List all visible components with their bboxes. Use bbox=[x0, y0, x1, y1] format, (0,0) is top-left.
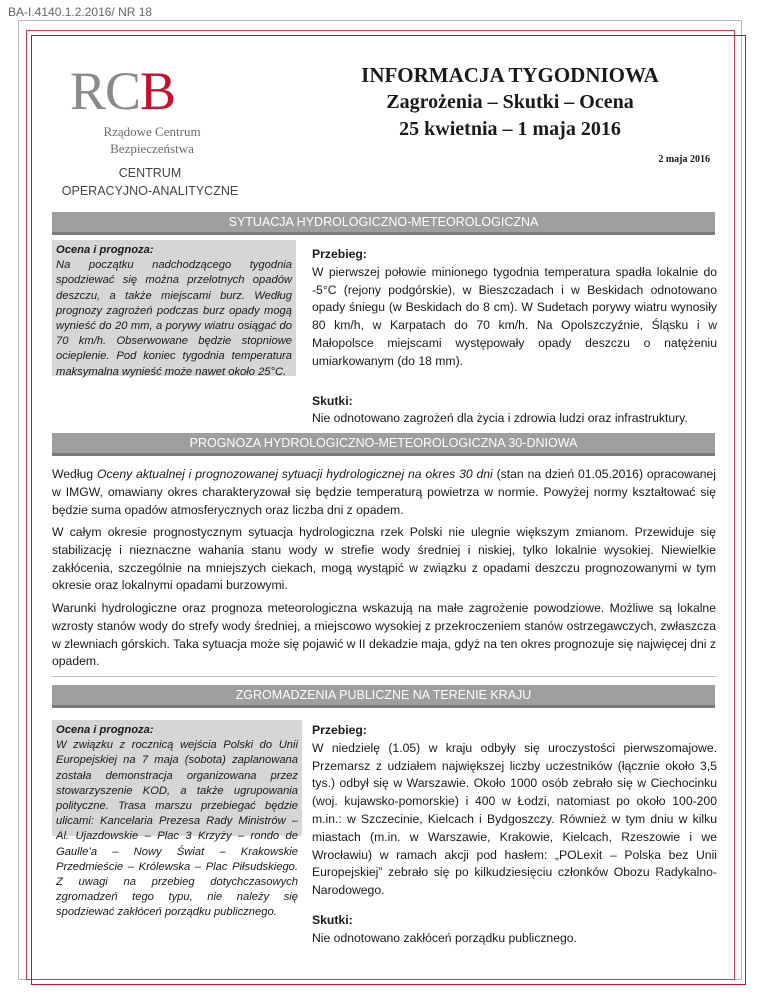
forecast-text: Na początku nadchodzącego tygodnia spodziewać się można przelotnych opadów deszczu, a także miejscami burz. Według prognozy zagrożeń podczas burz opady mogą wynieść do 20 mm, a porywy wiatru osiągać do 70 km/h. Obserwowane będzie stopniowe ocieplenie. Pod koniec tygodnia temperatura maksymalna wynieść może nawet około 25°C. bbox=[56, 259, 292, 378]
forecast-text: W związku z rocznicą wejścia Polski do Unii Europejskiej na 7 maja (sobota) zaplanowana została demonstracja organizowana przez stowarzyszenie KOD, a także ugrupowania polityczne. Trasa marszu przebiegać będzie ulicami: Kancelaria Prezesa Rady Ministrów – Al. Ujazdowskie – Plac 3 Krzyży – rondo de Gaulle’a – Nowy Świat – Krakowskie Przedmieście – Królewska – Plac Piłsudskiego. Z uwagi na przebieg dotychczasowych zgromadzeń tego typu, nie należy się spodziewać zakłóceń porządku publicznego. bbox=[56, 739, 298, 919]
course-column-hydro-meteo bbox=[312, 246, 717, 428]
course-column-public-gatherings bbox=[312, 722, 717, 948]
course-text: W pierwszej połowie minionego tygodnia temperatura spadła lokalnie do -5°C (rejony podgórskie), w Bieszczadach i w Beskidach odnotowano opady śniegu (w Beskidach do 8 cm). W Sudetach porywy wiatru wynosiły 80 km/h, w Karpatach do 70 km/h. Na Opolszczyźnie, Śląsku i w Małopolsce miejscami występowały opady deszczu o natężeniu umiarkowanym (do 18 mm). bbox=[312, 264, 717, 368]
effects-text: Nie odnotowano zagrożeń dla życia i zdrowia ludzi oraz infrastruktury. bbox=[312, 411, 688, 426]
rcb-logo-mark bbox=[70, 60, 175, 122]
p1-text-italic: Oceny aktualnej i prognozowanej sytuacji hydrologicznej na okres 30 dni bbox=[96, 467, 493, 481]
title-line-1: INFORMACJA TYGODNIOWA bbox=[361, 63, 659, 87]
forecast-box-public-gatherings bbox=[52, 720, 302, 919]
logo-mark-b: B bbox=[140, 61, 176, 121]
title-line-3: 25 kwietnia – 1 maja 2016 bbox=[399, 118, 621, 140]
section-heading-public-gatherings: ZGROMADZENIA PUBLICZNE NA TERENIE KRAJU bbox=[52, 685, 715, 708]
p1-text-b: (stan na dzień 01.05.2016) opracowanej w IMGW, omawiany okres charakteryzował się będzie temperaturą powietrza w normie. Powyżej normy kształtować się będzie suma opadów atmosferycznych oraz liczba dni z opadem. bbox=[52, 467, 716, 517]
logo-line-1: Rządowe Centrum bbox=[103, 124, 201, 139]
publication-date: 2 maja 2016 bbox=[658, 154, 710, 165]
section-heading-30-day-forecast: PROGNOZA HYDROLOGICZNO-METEOROLOGICZNA 30-DNIOWA bbox=[52, 433, 715, 456]
forecast-paragraph-3: Warunki hydrologiczne oraz prognoza meteorologiczna wskazują na małe zagrożenie powodziowe. Możliwe są lokalne wzrosty stanów wody do strefy wody średniej, a miejscowo wysokiej z przekroczeniem stanów ostrzegawczych, zwłaszcza w zlewniach górskich. Taka sytuacja może się pojawić w II dekadzie maja, gdyż na ten okres prognozuje się najwięcej dni z opadem. bbox=[52, 601, 716, 669]
centrum-line-2: OPERACYJNO-ANALITYCZNE bbox=[61, 184, 239, 198]
title-line-2: Zagrożenia – Skutki – Ocena bbox=[386, 91, 634, 113]
forecast-label: Ocena i prognoza: bbox=[56, 724, 154, 736]
document-reference: BA-I.4140.1.2.2016/ NR 18 bbox=[8, 5, 153, 19]
section-heading-hydro-meteo: SYTUACJA HYDROLOGICZNO-METEOROLOGICZNA bbox=[52, 212, 715, 235]
effects-label: Skutki: bbox=[312, 393, 353, 408]
forecast-paragraph-1 bbox=[52, 466, 716, 519]
centrum-line-1: CENTRUM bbox=[118, 166, 182, 180]
p1-text-a: Według bbox=[52, 467, 97, 481]
centrum-label bbox=[60, 164, 240, 200]
course-label: Przebieg: bbox=[312, 723, 367, 737]
divider bbox=[52, 676, 716, 677]
logo-line-2: Bezpieczeństwa bbox=[110, 141, 194, 156]
rcb-logo bbox=[62, 52, 228, 160]
forecast-label: Ocena i prognoza: bbox=[56, 244, 154, 256]
effects-label: Skutki: bbox=[312, 912, 353, 927]
course-text: W niedzielę (1.05) w kraju odbyły się uroczystości pierwszomajowe. Przemarsz z udziałem największej liczby uczestników (łącznie około 3,5 tys.) odbył się w Warszawie. Około 1000 osób zebrało się w Ciechocinku (woj. kujawsko-pomorskie) i 400 w Łodzi, natomiast po około 100-200 m.in.: w Szczecinie, Kielcach i Bydgoszczy. Również w tym dniu w kilku miastach (m.in. w Warszawie, Krakowie, Kielcach, Rzeszowie i we Wrocławiu) w ramach akcji pod hasłem: „POLexit – Polska bez Unii Europejskiej” zebrało się po kilkudziesięciu członków Obozu Radykalno-Narodowego. bbox=[312, 740, 717, 898]
forecast-paragraph-2: W całym okresie prognostycznym sytuacja hydrologiczna rzek Polski nie ulegnie większym zmianom. Przewiduje się stabilizację i nieznaczne wahania stanu wody w strefie wody średniej i niskiej, tylko lokalnie wysokiej. Niewielkie zakłócenia, szczególnie na mniejszych ciekach, mogą wystąpić w związku z opadami deszczu prognozowanymi w tym okresie oraz lokalnymi opadami burzowymi. bbox=[52, 525, 716, 593]
forecast-box-hydro-meteo bbox=[52, 240, 296, 376]
document-title bbox=[300, 62, 720, 143]
effects-text: Nie odnotowano zakłóceń porządku publicznego. bbox=[312, 930, 577, 945]
course-label: Przebieg: bbox=[312, 247, 367, 261]
logo-mark-rc: RC bbox=[70, 61, 141, 121]
